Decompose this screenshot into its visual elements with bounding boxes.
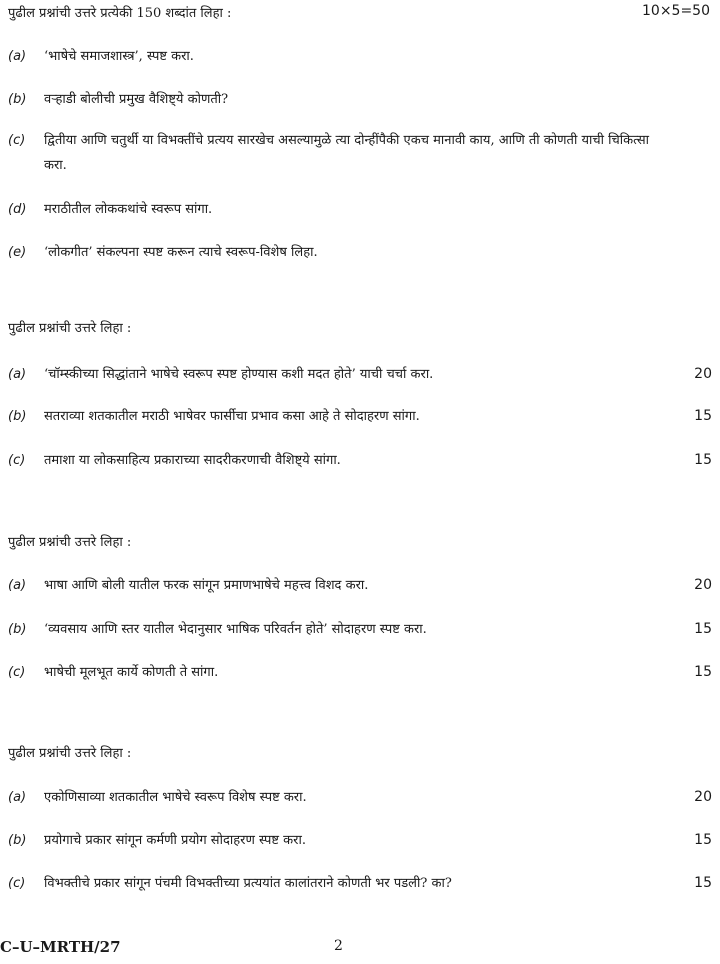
question-text: वऱ्हाडी बोलीची प्रमुख वैशिष्ट्ये कोणती? <box>44 92 229 107</box>
question-text: तमाशा या लोकसाहित्य प्रकाराच्या सादरीकरणाची वैशिष्ट्ये सांगा. <box>44 453 341 468</box>
question-text: सतराव्या शतकातील मराठी भाषेवर फार्सीचा प्रभाव कसा आहे ते सोदाहरण सांगा. <box>44 409 420 424</box>
question-1b <box>8 87 712 112</box>
question-text: भाषेची मूलभूत कार्ये कोणती ते सांगा. <box>44 665 219 680</box>
paper-code: C–U–MRTH/27 <box>0 938 121 956</box>
question-1a <box>8 44 712 69</box>
question-label: (c) <box>8 453 26 468</box>
question-marks: 15 <box>694 452 712 468</box>
question-1c <box>8 128 712 178</box>
question-text: मराठीतील लोककथांचे स्वरूप सांगा. <box>44 202 213 217</box>
question-text: द्वितीया आणि चतुर्थी या विभक्तींचे प्रत्यय सारखेच असल्यामुळे त्या दोन्हींपैकी एकच मानावी काय, आणि ती कोणती याची चिकित्सा करा. <box>44 133 649 173</box>
question-label: (d) <box>8 202 27 217</box>
question-label: (c) <box>8 665 26 680</box>
question-label: (b) <box>8 833 27 848</box>
question-1e <box>8 240 712 265</box>
question-marks: 15 <box>694 832 712 848</box>
question-4c <box>8 871 712 896</box>
section3-instruction: पुढील प्रश्नांची उत्तरे लिहा : <box>8 535 132 550</box>
question-text: एकोणिसाव्या शतकातील भाषेचे स्वरूप विशेष स्पष्ट करा. <box>44 790 307 805</box>
page-number: 2 <box>334 938 343 954</box>
question-label: (c) <box>8 133 26 148</box>
question-3b <box>8 617 712 642</box>
question-marks: 15 <box>694 621 712 637</box>
question-label: (a) <box>8 367 27 382</box>
question-label: (a) <box>8 790 27 805</box>
question-text: ‘लोकगीत’ संकल्पना स्पष्ट करून त्याचे स्वरूप-विशेष लिहा. <box>44 245 318 260</box>
question-3c <box>8 660 712 685</box>
section1-instruction: पुढील प्रश्नांची उत्तरे प्रत्येकी 150 शब्दांत लिहा : <box>8 6 232 21</box>
question-label: (e) <box>8 245 27 260</box>
question-2c <box>8 448 712 473</box>
question-label: (a) <box>8 578 27 593</box>
question-text: ‘चॉम्स्कीच्या सिद्धांताने भाषेचे स्वरूप स्पष्ट होण्यास कशी मदत होते’ याची चर्चा करा. <box>44 367 434 382</box>
question-label: (b) <box>8 409 27 424</box>
question-label: (b) <box>8 622 27 637</box>
question-4b <box>8 828 712 853</box>
question-marks: 15 <box>694 664 712 680</box>
question-label: (c) <box>8 876 26 891</box>
question-text: विभक्तीचे प्रकार सांगून पंचमी विभक्तीच्या प्रत्ययांत कालांतराने कोणती भर पडली? का? <box>44 876 452 891</box>
question-1d <box>8 197 712 222</box>
question-text: ‘व्यवसाय आणि स्तर यातील भेदानुसार भाषिक परिवर्तन होते’ सोदाहरण स्पष्ट करा. <box>44 622 427 637</box>
question-text: प्रयोगाचे प्रकार सांगून कर्मणी प्रयोग सोदाहरण स्पष्ट करा. <box>44 833 306 848</box>
question-2a <box>8 362 712 387</box>
question-marks: 20 <box>694 577 712 593</box>
section2-instruction: पुढील प्रश्नांची उत्तरे लिहा : <box>8 321 132 336</box>
question-marks: 20 <box>694 789 712 805</box>
question-text: भाषा आणि बोली यातील फरक सांगून प्रमाणभाषेचे महत्त्व विशद करा. <box>44 578 369 593</box>
question-marks: 15 <box>694 408 712 424</box>
question-3a <box>8 573 712 598</box>
section4-instruction: पुढील प्रश्नांची उत्तरे लिहा : <box>8 746 132 761</box>
question-label: (a) <box>8 49 27 64</box>
question-marks: 15 <box>694 875 712 891</box>
question-label: (b) <box>8 92 27 107</box>
question-text: ‘भाषेचे समाजशास्त्र’, स्पष्ट करा. <box>44 49 194 64</box>
question-2b <box>8 404 712 429</box>
question-marks: 20 <box>694 366 712 382</box>
question-4a <box>8 785 712 810</box>
section1-marks: 10×5=50 <box>642 3 710 19</box>
